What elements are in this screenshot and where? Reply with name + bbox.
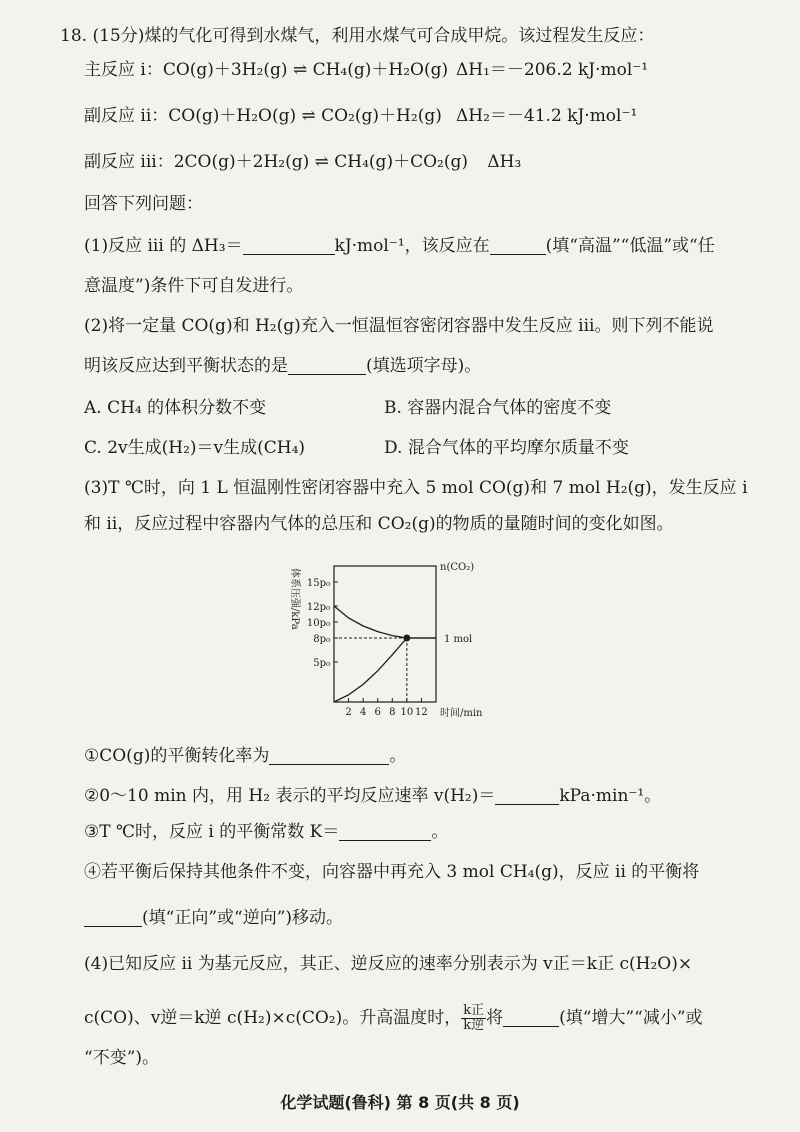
- reaction-iii-enthalpy: ΔH₃: [487, 152, 522, 172]
- q1-text-c: (填“高温”“低温”或“任: [545, 236, 715, 256]
- q4-blank[interactable]: [503, 1008, 559, 1027]
- k-ratio-fraction: [461, 1004, 486, 1033]
- q1-text-a: (1)反应 iii 的 ΔH₃＝: [84, 236, 243, 256]
- q3-1-end: 。: [389, 746, 407, 766]
- q3-1-text: ①CO(g)的平衡转化率为: [84, 746, 270, 766]
- y-tick-label: 15p₀: [306, 578, 330, 589]
- chart-labels: [289, 562, 483, 719]
- q3-line2: 和 ii，反应过程中容器内气体的总压和 CO₂(g)的物质的量随时间的变化如图。: [84, 514, 674, 534]
- q3-2-unit: kPa·min⁻¹。: [559, 786, 662, 806]
- chart-series-group: [334, 606, 436, 702]
- q3-2-blank[interactable]: [495, 786, 559, 805]
- option-a: A. CH₄ 的体积分数不变: [84, 398, 267, 418]
- q2-line1: (2)将一定量 CO(g)和 H₂(g)充入一恒温恒容密闭容器中发生反应 iii。则下列不能说: [84, 316, 714, 336]
- y-tick-label: 12p₀: [306, 602, 330, 613]
- reaction-iii: [84, 150, 740, 174]
- q3-line1: (3)T ℃时，向 1 L 恒温刚性密闭容器中充入 5 mol CO(g)和 7 mol H₂(g)，发生反应 i: [84, 478, 748, 498]
- reaction-i: [84, 58, 740, 82]
- x-tick-label: 12: [415, 707, 428, 718]
- q3-3: [84, 820, 740, 844]
- y-tick-label: 8p₀: [313, 634, 330, 645]
- q1-blank-temperature[interactable]: [490, 236, 546, 255]
- q3-4-line2: [84, 906, 740, 930]
- q4-line2: [84, 1004, 740, 1033]
- q2-text-b: (填选项字母)。: [366, 356, 482, 376]
- answer-prompt: 回答下列问题：: [84, 194, 203, 214]
- q3-2: [84, 784, 740, 808]
- reaction-ii-equation: 副反应 ii：CO(g)＋H₂O(g) ⇌ CO₂(g)＋H₂(g): [84, 106, 442, 126]
- q2-blank-answer[interactable]: [288, 356, 366, 375]
- y2-tick-label: 1 mol: [444, 634, 473, 645]
- co2-curve: [334, 638, 436, 702]
- q1-text-b: kJ·mol⁻¹，该反应在: [334, 236, 490, 256]
- pressure-co2-chart: [272, 552, 512, 732]
- option-d: D. 混合气体的平均摩尔质量不变: [384, 438, 629, 458]
- q3-4-line1: ④若平衡后保持其他条件不变，向容器中再充入 3 mol CH₄(g)，反应 ii 的平衡将: [84, 862, 700, 882]
- y-axis-label: 体系压强/kPa: [289, 568, 300, 630]
- y2-axis-label: n(CO₂): [440, 562, 475, 573]
- q1-line1: [84, 234, 740, 258]
- reaction-i-equation: 主反应 i：CO(g)＋3H₂(g) ⇌ CH₄(g)＋H₂O(g): [84, 60, 449, 80]
- x-axis-label: 时间/min: [440, 708, 483, 719]
- q1-blank-dh3[interactable]: [243, 236, 335, 255]
- q3-1-blank[interactable]: [269, 746, 389, 765]
- equilibrium-point: [403, 635, 410, 642]
- q3-3-end: 。: [431, 822, 449, 842]
- reaction-i-enthalpy: ΔH₁＝－206.2 kJ·mol⁻¹: [456, 60, 649, 80]
- reaction-ii-enthalpy: ΔH₂＝－41.2 kJ·mol⁻¹: [456, 106, 638, 126]
- chart-guides: [334, 638, 407, 702]
- page-footer: 化学试题(鲁科) 第 8 页(共 8 页): [280, 1093, 520, 1112]
- k-ratio-numerator: k正: [463, 1003, 485, 1018]
- q3-4-blank[interactable]: [84, 908, 142, 927]
- y-tick-label: 10p₀: [306, 618, 330, 629]
- q3-3-blank[interactable]: [339, 822, 431, 841]
- k-ratio-denominator: k逆: [463, 1018, 485, 1033]
- x-tick-label: 8: [389, 707, 396, 718]
- q3-3-text: ③T ℃时，反应 i 的平衡常数 K＝: [84, 822, 340, 842]
- q3-4-text: (填“正向”或“逆向”)移动。: [142, 908, 344, 928]
- x-tick-label: 6: [374, 707, 381, 718]
- q4-line3: “不变”)。: [84, 1048, 160, 1068]
- option-b: B. 容器内混合气体的密度不变: [384, 398, 612, 418]
- q3-1: [84, 744, 740, 768]
- x-tick-label: 10: [400, 707, 414, 718]
- option-c: C. 2v生成(H₂)＝v生成(CH₄): [84, 438, 306, 458]
- reaction-iii-equation: 副反应 iii：2CO(g)＋2H₂(g) ⇌ CH₄(g)＋CO₂(g): [84, 152, 468, 172]
- q4-text-d: (填“增大”“减小”或: [559, 1008, 703, 1028]
- q4-text-b: c(CO)、v逆＝k逆 c(H₂)×c(CO₂)。升高温度时，: [84, 1008, 462, 1028]
- q1-line2: 意温度”)条件下可自发进行。: [84, 276, 304, 296]
- q4-text-c: 将: [486, 1008, 504, 1028]
- x-tick-label: 4: [359, 707, 367, 718]
- q4-line1: (4)已知反应 ii 为基元反应，其正、逆反应的速率分别表示为 v正＝k正 c(H₂O)×: [84, 954, 693, 974]
- q2-line2: [84, 354, 740, 378]
- question-intro: 18. (15分)煤的气化可得到水煤气，利用水煤气可合成甲烷。该过程发生反应：: [60, 26, 655, 46]
- y-tick-label: 5p₀: [313, 658, 330, 669]
- reaction-ii: [84, 104, 740, 128]
- q2-text-a: 明该反应达到平衡状态的是: [84, 356, 288, 376]
- x-tick-label: 2: [345, 707, 352, 718]
- pressure-curve: [334, 606, 436, 638]
- q3-2-text: ②0～10 min 内，用 H₂ 表示的平均反应速率 v(H₂)＝: [84, 786, 496, 806]
